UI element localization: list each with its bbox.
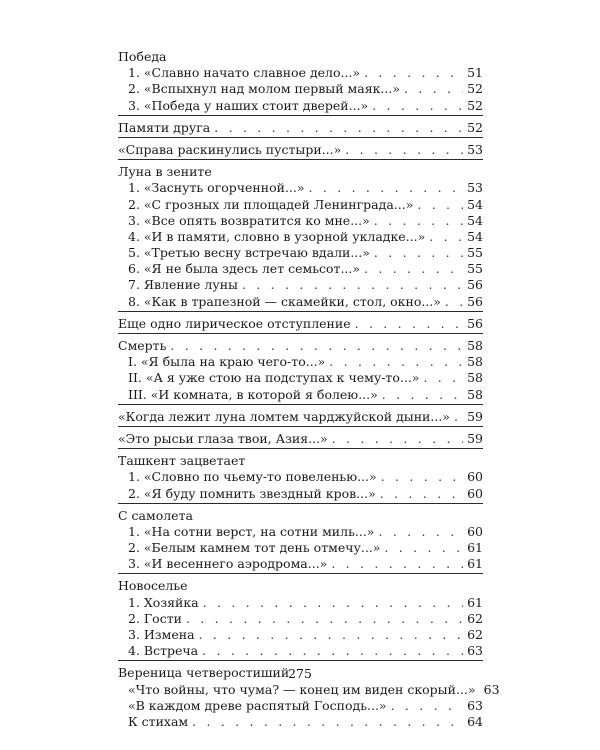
toc-entry-title: 4. «И в памяти, словно в узорной укладке...»: [128, 228, 426, 244]
toc-entry-page: 63: [483, 681, 500, 697]
toc-entry-page: 54: [467, 196, 483, 212]
toc-entry-title: «Когда лежит луна ломтем чарджуйской дыни...»: [118, 408, 450, 424]
toc-entry-title: 6. «Я не была здесь лет семьсот...»: [128, 261, 361, 277]
toc-section-title: Луна в зените: [118, 164, 212, 180]
toc-section: [118, 508, 483, 575]
toc-entry-page: 52: [467, 81, 483, 97]
toc-entry-page: 64: [467, 713, 483, 729]
toc-entry[interactable]: [118, 681, 500, 698]
toc-entry[interactable]: [118, 643, 483, 659]
toc-entry[interactable]: [118, 245, 483, 261]
toc-entry-title: 7. Явление луны: [128, 277, 238, 293]
toc-entry-page: 60: [467, 469, 483, 485]
toc-section-title: Победа: [118, 49, 167, 64]
toc-entry-title: 2. Гости: [128, 610, 182, 626]
toc-entry[interactable]: [118, 611, 483, 627]
toc-entry-title: 5. «Третью весну встречаю вдали...»: [128, 245, 370, 261]
toc-entry-title: I. «Я была на краю чего-то...»: [128, 354, 326, 370]
toc-entry[interactable]: [118, 277, 483, 293]
dot-leader: [186, 611, 463, 627]
toc-entry-page: 54: [467, 212, 483, 228]
dot-leader: [417, 197, 463, 213]
dot-leader: [454, 409, 463, 425]
toc-entry-title: «Что войны, что чума? — конец им виден скорый...»: [128, 681, 476, 697]
dot-leader: [378, 524, 463, 540]
toc-entry-page: 61: [467, 556, 483, 572]
toc-entry-title: II. «А я уже стою на подступах к чему-то...»: [128, 370, 420, 386]
toc-entry-title: 3. «Все опять возвратится ко мне...»: [128, 212, 370, 228]
dot-leader: [203, 595, 463, 611]
toc-entry[interactable]: [118, 213, 483, 229]
dot-leader: [404, 81, 463, 97]
toc-entry-page: 58: [467, 370, 483, 386]
toc-entry[interactable]: [118, 595, 483, 611]
toc-entry-page: 61: [467, 540, 483, 556]
toc-section: [118, 338, 483, 405]
toc-entry-page: 56: [467, 315, 483, 331]
toc-entry[interactable]: [118, 197, 483, 213]
toc-entry-page: 56: [467, 293, 483, 309]
toc-entry-title: Смерть: [118, 338, 167, 353]
dot-leader: [355, 316, 463, 332]
toc-section-title: Ташкент зацветает: [118, 453, 246, 469]
toc-entry-title: 1. Хозяйка: [128, 594, 199, 610]
toc-section: [118, 120, 483, 138]
dot-leader: [391, 698, 463, 714]
toc-entry-page: 60: [467, 485, 483, 501]
dot-leader: [423, 370, 463, 386]
toc-entry-title: 1. «Славно начато славное дело...»: [128, 65, 361, 81]
toc-entry-title: 8. «Как в трапезной — скамейки, стол, окно...»: [128, 293, 441, 309]
toc-entry-page: 59: [467, 430, 483, 446]
dot-leader: [329, 354, 463, 370]
toc-entry-title: 3. Измена: [128, 627, 195, 642]
toc-entry-title: 1. «Словно по чьему-то повеленью...»: [128, 469, 377, 485]
dot-leader: [202, 643, 463, 659]
page-number: 275: [288, 666, 312, 681]
toc-section: [118, 578, 483, 661]
toc-entry[interactable]: [118, 180, 483, 196]
toc-entry-title: «Справа раскинулись пустыри...»: [118, 141, 342, 157]
dot-leader: [331, 556, 463, 572]
toc-entry-page: 56: [467, 277, 483, 293]
toc-entry-page: 58: [467, 338, 483, 353]
dot-leader: [332, 431, 463, 447]
toc-entry[interactable]: [118, 65, 483, 81]
toc-entry-page: 62: [467, 627, 483, 642]
toc-entry-title: «Это рысьи глаза твои, Азия...»: [118, 430, 328, 446]
toc-entry-title: К стихам: [128, 713, 189, 729]
toc-section: [118, 142, 483, 160]
toc-section: [118, 431, 483, 449]
dot-leader: [381, 469, 463, 485]
dot-leader: [364, 261, 463, 277]
toc-entry-title: 4. Встреча: [128, 643, 199, 659]
toc-entry[interactable]: [118, 142, 483, 158]
table-of-contents: [118, 49, 500, 735]
toc-entry-page: 53: [467, 141, 483, 157]
toc-entry[interactable]: [118, 98, 483, 114]
dot-leader: [374, 245, 463, 261]
dot-leader: [170, 338, 463, 354]
toc-section: [118, 409, 483, 427]
toc-entry[interactable]: [118, 540, 483, 556]
toc-entry-title: «В каждом древе распятый Господь...»: [128, 697, 387, 713]
dot-leader: [242, 277, 463, 293]
dot-leader: [372, 98, 463, 114]
toc-entry-page: 63: [467, 643, 483, 659]
toc-entry-page: 52: [467, 119, 483, 135]
toc-section: [118, 453, 483, 504]
toc-entry[interactable]: [118, 81, 483, 97]
dot-leader: [380, 486, 463, 502]
toc-entry[interactable]: [118, 524, 483, 540]
toc-section-title: Вереница четверостиший: [118, 665, 290, 681]
dot-leader: [309, 180, 463, 196]
toc-entry[interactable]: [118, 714, 483, 730]
toc-entry-page: 51: [467, 65, 483, 81]
toc-entry-title: 2. «С грозных ли площадей Ленинграда...»: [128, 196, 414, 212]
dot-leader: [214, 120, 463, 136]
dot-leader: [192, 714, 463, 730]
toc-entry[interactable]: [118, 556, 483, 572]
toc-entry-page: 58: [467, 354, 483, 370]
toc-entry-title: 2. «Белым камнем тот день отмечу...»: [128, 540, 381, 556]
dot-leader: [345, 142, 463, 158]
toc-entry[interactable]: [118, 370, 483, 386]
toc-entry-page: 55: [467, 245, 483, 261]
toc-entry-page: 62: [467, 610, 483, 626]
toc-section: [118, 164, 483, 312]
toc-section-title: С самолета: [118, 507, 193, 523]
dot-leader: [429, 229, 463, 245]
toc-entry[interactable]: [118, 469, 483, 485]
toc-entry-page: 53: [467, 180, 483, 196]
toc-entry[interactable]: [118, 354, 483, 370]
toc-entry-page: 61: [467, 594, 483, 610]
toc-entry-page: 60: [467, 523, 483, 539]
toc-entry[interactable]: [118, 698, 483, 714]
toc-entry[interactable]: [118, 338, 483, 354]
toc-entry[interactable]: [118, 387, 483, 403]
toc-entry-title: 2. «Я буду помнить звездный кров...»: [128, 485, 376, 501]
toc-entry[interactable]: [118, 627, 483, 643]
toc-entry-page: 63: [467, 697, 483, 713]
toc-entry-title: Памяти друга: [118, 119, 211, 135]
toc-entry-title: 1. «На сотни верст, на сотни миль...»: [128, 523, 375, 539]
toc-entry-title: 3. «Победа у наших стоит дверей...»: [128, 97, 369, 113]
toc-entry-title: Еще одно лирическое отступление: [118, 315, 351, 331]
toc-entry-page: 55: [467, 261, 483, 277]
dot-leader: [374, 213, 463, 229]
dot-leader: [364, 65, 463, 81]
toc-entry-title: III. «И комната, в которой я болею...»: [128, 386, 378, 402]
toc-entry[interactable]: [118, 294, 483, 310]
toc-entry-page: 59: [467, 408, 483, 424]
toc-entry-title: 3. «И весеннего аэродрома...»: [128, 556, 328, 572]
toc-entry-page: 58: [467, 386, 483, 402]
toc-entry[interactable]: [118, 316, 483, 332]
dot-leader: [384, 540, 463, 556]
toc-entry[interactable]: [118, 486, 483, 502]
toc-entry[interactable]: [118, 261, 483, 277]
toc-section: [118, 49, 483, 116]
toc-entry-page: 54: [467, 228, 483, 244]
dot-leader: [445, 294, 463, 310]
dot-leader: [199, 627, 463, 643]
dot-leader: [382, 387, 463, 403]
toc-entry-title: 2. «Вспыхнул над молом первый маяк...»: [128, 81, 400, 97]
toc-section: [118, 316, 483, 334]
toc-entry[interactable]: [118, 229, 483, 245]
toc-entry[interactable]: [118, 431, 483, 447]
toc-entry-title: 1. «Заснуть огорченной...»: [128, 180, 305, 196]
toc-entry[interactable]: [118, 409, 483, 425]
toc-entry[interactable]: [118, 120, 483, 136]
toc-entry-page: 52: [467, 97, 483, 113]
toc-section-title: Новоселье: [118, 578, 188, 594]
